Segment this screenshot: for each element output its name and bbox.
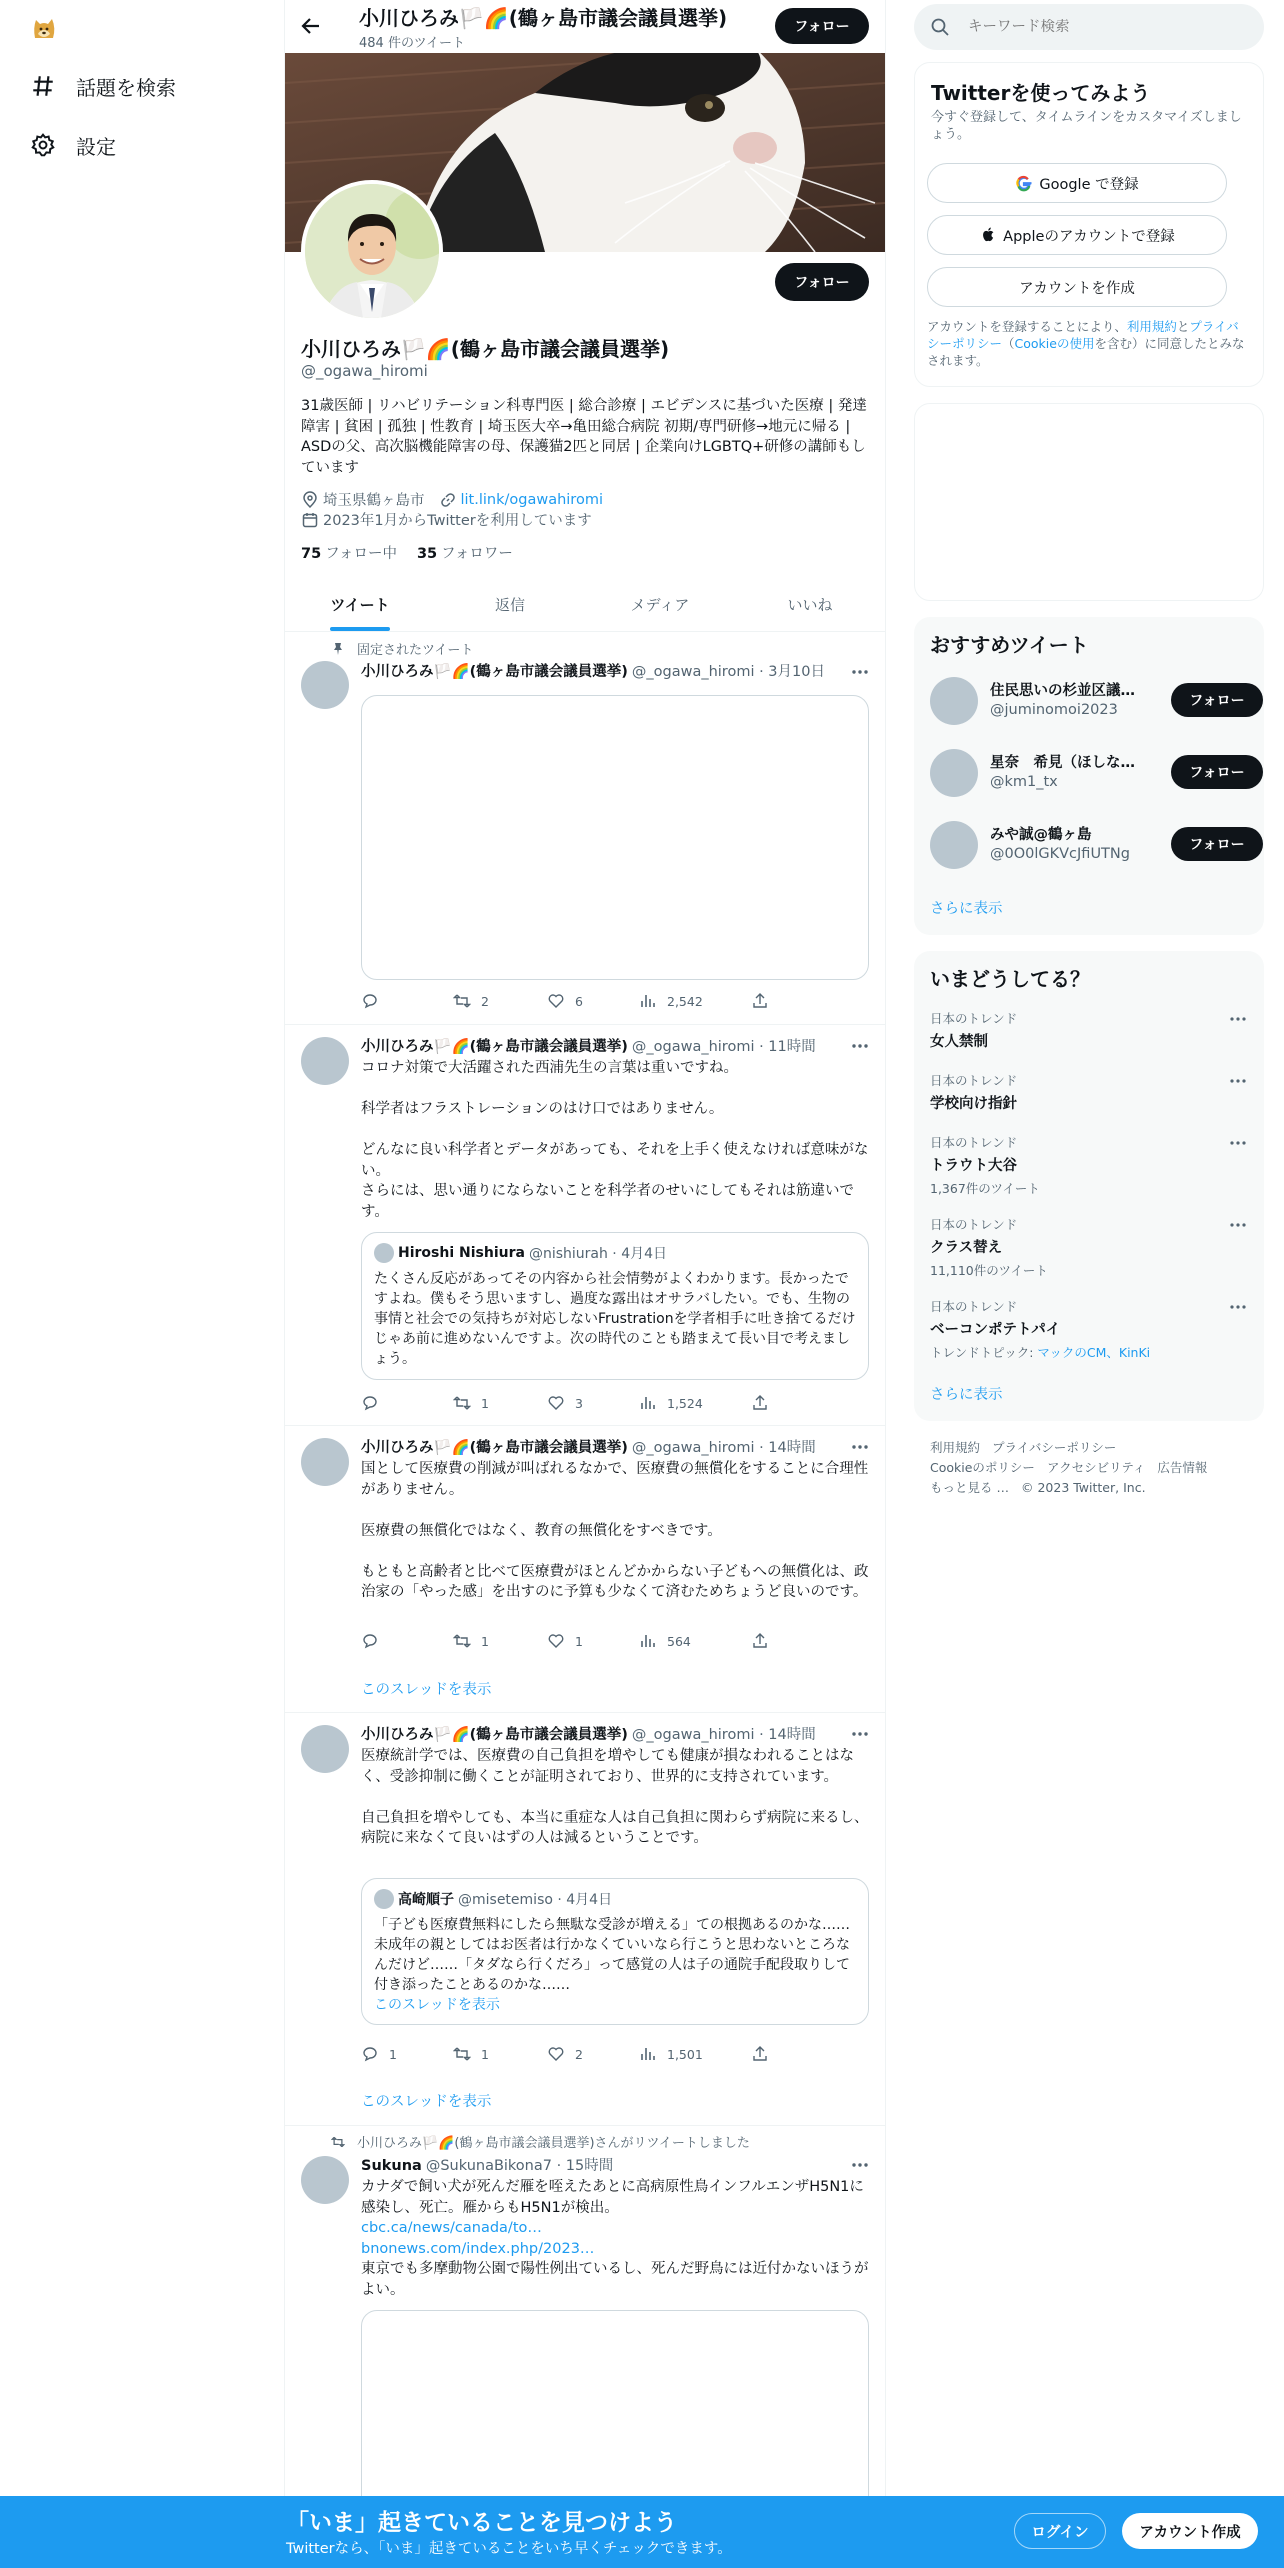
recommended-name: 星奈 希見（ほしな… bbox=[990, 755, 1135, 771]
views-chart-icon bbox=[639, 1394, 657, 1412]
trend-item[interactable] bbox=[930, 1215, 1248, 1279]
link-icon bbox=[439, 491, 457, 509]
retweet-button[interactable] bbox=[453, 1394, 489, 1412]
privacy-link[interactable]: プライバシーポリシー bbox=[927, 319, 1239, 351]
create-account-button[interactable]: アカウントを作成 bbox=[927, 267, 1227, 307]
like-button[interactable] bbox=[547, 2045, 583, 2063]
footer-more-link[interactable]: もっと見る … bbox=[930, 1480, 1009, 1495]
share-button[interactable] bbox=[751, 1394, 779, 1412]
reply-icon bbox=[361, 1394, 379, 1412]
tab-likes[interactable]: いいね bbox=[787, 596, 833, 614]
tweet-avatar[interactable] bbox=[301, 1725, 349, 1773]
bottombar-title: 「いま」起きていることを見つけよう bbox=[286, 2510, 677, 2536]
quote-text: たくさん反応があってその内容から社会情勢がよくわかります。長かったですよね。僕もそう思いますし、過度な露出はオサラバしたい。でも、生物の事情と社会での気持ちが対応しないFrustrationを学者相手に吐き捨てるだけじゃあ前に進めないんですよ。次の時代のことも踏まえて長い目で考えましょう。 bbox=[374, 1271, 856, 1367]
nav-explore-label: 話題を検索 bbox=[76, 75, 176, 100]
views-count: 1,501 bbox=[667, 2046, 703, 2062]
tweet-actions bbox=[361, 1394, 791, 1414]
tweet-text: コロナ対策で大活躍された西浦先生の言葉は重いですね。 科学者はフラストレーションのはけ口ではありません。 どんなに良い科学者とデータがあっても、それを上手く使えなければ意味がない。 さらには、思い通りにならないことを科学者のせいにしてもそれは筋違いです。 bbox=[361, 1060, 869, 1220]
tweet-author-name[interactable]: 小川ひろみ🏳️🌈(鶴ヶ島市議会議員選挙) bbox=[361, 664, 628, 680]
views-button[interactable] bbox=[639, 2045, 703, 2063]
views-count: 2,542 bbox=[667, 993, 703, 1009]
recommended-item[interactable] bbox=[930, 815, 1248, 875]
trend-item[interactable] bbox=[930, 1071, 1248, 1113]
trend-item[interactable] bbox=[930, 1009, 1248, 1051]
quote-handle-time: @misetemiso · 4月4日 bbox=[458, 1892, 613, 1908]
share-icon bbox=[751, 1394, 769, 1412]
like-button[interactable] bbox=[547, 1394, 583, 1412]
terms-link[interactable]: 利用規約 bbox=[1126, 319, 1177, 334]
recommended-item[interactable] bbox=[930, 743, 1248, 803]
trend-category: 日本のトレンド bbox=[930, 1073, 1018, 1088]
tweet-actions bbox=[361, 1632, 791, 1652]
trends-card bbox=[914, 951, 1264, 1421]
trend-title: ベーコンポテトパイ bbox=[930, 1322, 1061, 1338]
trend-title: クラス替え bbox=[930, 1240, 1003, 1256]
reply-button[interactable] bbox=[361, 992, 389, 1010]
views-chart-icon bbox=[639, 1632, 657, 1650]
profile-topbar bbox=[285, 0, 885, 53]
tweet-text-2: 東京でも多摩動物公園で陽性例出ているし、死んだ野鳥には近付かないほうがよい。 bbox=[361, 2261, 869, 2298]
cookie-link[interactable]: Cookieの使用 bbox=[1014, 336, 1095, 351]
footer-links bbox=[930, 1438, 1260, 1498]
trend-category: 日本のトレンド bbox=[930, 1135, 1018, 1150]
search-bar[interactable] bbox=[914, 4, 1264, 50]
quote-avatar bbox=[374, 1243, 394, 1263]
recommended-follow-button[interactable]: フォロー bbox=[1171, 827, 1263, 861]
share-button[interactable] bbox=[751, 1632, 779, 1650]
heart-icon bbox=[547, 992, 565, 1010]
followers-label: フォロワー bbox=[441, 546, 513, 562]
footer-accessibility-link[interactable]: アクセシビリティ bbox=[1046, 1460, 1146, 1475]
apple-signup-label: Appleのアカウントで登録 bbox=[1003, 228, 1175, 245]
like-button[interactable] bbox=[547, 992, 583, 1010]
like-count: 1 bbox=[575, 1633, 583, 1649]
trend-item[interactable] bbox=[930, 1133, 1248, 1197]
reply-icon bbox=[361, 1632, 379, 1650]
trend-category: 日本のトレンド bbox=[930, 1217, 1018, 1232]
quote-author-name: 高崎順子 bbox=[398, 1892, 454, 1908]
tweet-text: カナダで飼い犬が死んだ雁を咥えたあとに高病原性鳥インフルエンザH5N1に感染し、死亡。雁からもH5N1が検出。 bbox=[361, 2179, 864, 2216]
quote-header bbox=[374, 1889, 612, 1909]
recommended-card bbox=[914, 617, 1264, 935]
retweeted-by-label[interactable]: 小川ひろみ🏳️🌈(鶴ヶ島市議会議員選挙)さんがリツイートしました bbox=[357, 2136, 750, 2151]
footer-cookie-link[interactable]: Cookieのポリシー bbox=[930, 1460, 1035, 1475]
like-count: 3 bbox=[575, 1395, 583, 1411]
nav-explore[interactable] bbox=[30, 62, 176, 110]
more-options-icon[interactable] bbox=[849, 2154, 871, 2176]
retweet-count: 1 bbox=[481, 1395, 489, 1411]
trend-tweet-count: 1,367件のツイート bbox=[930, 1181, 1040, 1196]
trend-title: 女人禁制 bbox=[930, 1034, 988, 1050]
retweet-icon bbox=[453, 2045, 471, 2063]
trend-title: トラウト大谷 bbox=[930, 1158, 1017, 1174]
tab-replies[interactable]: 返信 bbox=[494, 596, 525, 614]
followers-count: 35 bbox=[416, 546, 438, 562]
tweet-author-name[interactable]: 小川ひろみ🏳️🌈(鶴ヶ島市議会議員選挙) bbox=[361, 1039, 628, 1055]
footer-ads-link[interactable]: 広告情報 bbox=[1157, 1460, 1208, 1475]
bottombar-subtitle: Twitterなら、「いま」起きていることをいち早くチェックできます。 bbox=[286, 2541, 732, 2557]
tweet-header bbox=[361, 1436, 816, 1457]
tweet-actions bbox=[361, 2045, 791, 2065]
trend-title: 学校向け指針 bbox=[930, 1096, 1017, 1112]
tweet-handle-time[interactable]: @_ogawa_hiromi · 14時間 bbox=[631, 1440, 816, 1456]
legal-paren-open: （ bbox=[1002, 336, 1015, 351]
share-icon bbox=[751, 1632, 769, 1650]
tweet-avatar[interactable] bbox=[301, 1037, 349, 1085]
quote-header bbox=[374, 1243, 667, 1263]
views-chart-icon bbox=[639, 2045, 657, 2063]
profile-name: 小川ひろみ🏳️🌈(鶴ヶ島市議会議員選挙) bbox=[301, 337, 670, 361]
tweet-item[interactable] bbox=[285, 633, 885, 1025]
tweet-handle-time[interactable]: @SukunaBikona7 · 15時間 bbox=[425, 2158, 614, 2174]
apple-signup-button[interactable] bbox=[927, 215, 1227, 255]
share-icon bbox=[751, 2045, 769, 2063]
recommended-follow-button[interactable]: フォロー bbox=[1171, 755, 1263, 789]
views-chart-icon bbox=[639, 992, 657, 1010]
retweet-icon bbox=[453, 992, 471, 1010]
profile-follow-stats bbox=[301, 542, 513, 563]
retweet-count: 2 bbox=[481, 993, 489, 1009]
more-options-icon[interactable] bbox=[849, 1723, 871, 1745]
avatar bbox=[930, 677, 978, 725]
more-options-icon[interactable] bbox=[849, 1436, 871, 1458]
heart-icon bbox=[547, 2045, 565, 2063]
tweet-item[interactable] bbox=[285, 1025, 885, 1426]
google-signup-label: Google で登録 bbox=[1039, 176, 1139, 193]
signup-card-subtitle: 今すぐ登録して、タイムラインをカスタマイズしましょう。 bbox=[931, 110, 1242, 142]
more-options-icon[interactable] bbox=[1228, 1009, 1248, 1029]
retweet-icon bbox=[453, 1394, 471, 1412]
pin-icon bbox=[331, 642, 345, 656]
hashtag-icon bbox=[30, 73, 56, 99]
retweet-button[interactable] bbox=[453, 992, 489, 1010]
profile-link[interactable]: lit.link/ogawahiromi bbox=[460, 491, 603, 508]
tab-media[interactable]: メディア bbox=[630, 596, 690, 614]
footer-terms-link[interactable]: 利用規約 bbox=[930, 1440, 981, 1455]
tweet-avatar[interactable] bbox=[301, 2156, 349, 2204]
more-options-icon[interactable] bbox=[1228, 1071, 1248, 1091]
profile-joined: 2023年1月からTwitterを利用しています bbox=[323, 513, 592, 529]
tweet-item[interactable] bbox=[285, 1426, 885, 1713]
quote-thread-link[interactable]: このスレッドを表示 bbox=[374, 1997, 500, 2013]
google-icon bbox=[1015, 174, 1033, 192]
avatar bbox=[930, 821, 978, 869]
doge-logo-icon[interactable] bbox=[30, 14, 58, 42]
left-nav bbox=[0, 0, 284, 2500]
search-icon bbox=[930, 17, 950, 37]
retweet-count: 1 bbox=[481, 1633, 489, 1649]
profile-joined-row bbox=[301, 509, 592, 530]
followers-stat[interactable] bbox=[417, 542, 513, 563]
views-count: 1,524 bbox=[667, 1395, 703, 1411]
tweet-header bbox=[361, 660, 825, 681]
reply-icon bbox=[361, 992, 379, 1010]
legal-prefix: アカウントを登録することにより、 bbox=[927, 319, 1127, 334]
quote-author-name: Hiroshi Nishiura bbox=[398, 1245, 525, 1261]
legal-suffix: を含む）に同意したとみなされます。 bbox=[927, 336, 1245, 368]
trends-show-more[interactable]: さらに表示 bbox=[930, 1387, 1003, 1403]
search-input[interactable] bbox=[968, 19, 1228, 35]
retweet-icon bbox=[331, 2135, 345, 2149]
recommended-show-more[interactable]: さらに表示 bbox=[930, 901, 1003, 917]
empty-panel bbox=[914, 403, 1264, 601]
like-count: 6 bbox=[575, 993, 583, 1009]
tweet-header bbox=[361, 2154, 613, 2175]
back-arrow-icon[interactable] bbox=[299, 14, 323, 38]
tab-tweets[interactable]: ツイート bbox=[285, 578, 435, 631]
tweet-header bbox=[361, 1035, 816, 1056]
legal-and: と bbox=[1176, 319, 1190, 334]
tweet-media[interactable] bbox=[361, 2310, 869, 2500]
profile-meta-row bbox=[301, 489, 603, 510]
show-thread-link[interactable]: このスレッドを表示 bbox=[361, 2094, 492, 2110]
calendar-icon bbox=[301, 511, 319, 529]
tweet-link-1[interactable]: cbc.ca/news/canada/to… bbox=[361, 2220, 542, 2236]
recommended-handle: @juminomoi2023 bbox=[990, 702, 1118, 718]
tweet-handle-time[interactable]: @_ogawa_hiromi · 14時間 bbox=[631, 1727, 816, 1743]
tweet-text: 医療統計学では、医療費の自己負担を増やしても健康が損なわれることはなく、受診抑制に働くことが証明されており、世界的に支持されています。 自己負担を増やしても、本当に重症な人は自己負担に関わらず病院に来るし、病院に来なくて良いはずの人は減るということです。 bbox=[361, 1748, 869, 1846]
more-options-icon[interactable] bbox=[1228, 1297, 1248, 1317]
trend-tweet-count: 11,110件のツイート bbox=[930, 1263, 1048, 1278]
more-options-icon[interactable] bbox=[1228, 1133, 1248, 1153]
tweet-header bbox=[361, 1723, 816, 1744]
views-button[interactable] bbox=[639, 1394, 703, 1412]
avatar bbox=[930, 749, 978, 797]
share-button[interactable] bbox=[751, 2045, 779, 2063]
signup-button[interactable]: アカウント作成 bbox=[1122, 2513, 1258, 2549]
retweet-icon bbox=[453, 1632, 471, 1650]
trend-topic-links[interactable]: マックのCM、KinKi bbox=[1037, 1345, 1151, 1360]
views-button[interactable] bbox=[639, 1632, 691, 1650]
tweet-item[interactable] bbox=[285, 2126, 885, 2500]
like-button[interactable] bbox=[547, 1632, 583, 1650]
tweet-actions bbox=[361, 992, 791, 1012]
tweet-item[interactable] bbox=[285, 1713, 885, 2126]
trend-category: 日本のトレンド bbox=[930, 1011, 1018, 1026]
following-count: 75 bbox=[301, 546, 322, 562]
recommended-follow-button[interactable]: フォロー bbox=[1171, 683, 1263, 717]
footer-copyright: © 2023 Twitter, Inc. bbox=[1020, 1480, 1146, 1495]
signup-card bbox=[914, 62, 1264, 387]
apple-icon bbox=[979, 226, 997, 244]
profile-tabs bbox=[285, 578, 885, 632]
tweet-link-2[interactable]: bnonews.com/index.php/2023… bbox=[361, 2241, 595, 2257]
more-options-icon[interactable] bbox=[1228, 1215, 1248, 1235]
retweeted-by-row bbox=[331, 2132, 750, 2151]
profile-follow-button[interactable]: フォロー bbox=[775, 263, 869, 301]
quote-handle-time: @nishiurah · 4月4日 bbox=[528, 1246, 668, 1262]
signup-legal-text bbox=[927, 318, 1247, 369]
share-button[interactable] bbox=[751, 992, 779, 1010]
nav-settings-label: 設定 bbox=[76, 134, 116, 159]
tweet-avatar[interactable] bbox=[301, 661, 349, 709]
quoted-tweet[interactable] bbox=[361, 1878, 869, 2025]
quoted-tweet[interactable] bbox=[361, 1232, 869, 1380]
main-column bbox=[284, 0, 886, 2500]
topbar-follow-button[interactable]: フォロー bbox=[775, 8, 869, 44]
views-count: 564 bbox=[667, 1633, 691, 1649]
trend-topic-prefix: トレンドトピック: bbox=[930, 1345, 1038, 1360]
trend-topic-row bbox=[930, 1343, 1248, 1361]
tweet-text: 国として医療費の削減が叫ばれるなかで、医療費の無償化をすることに合理性がありません。 医療費の無償化ではなく、教育の無償化をすべきです。 もともと高齢者と比べて医療費がほとんどかからない子どもへの無償化は、政治家の「やった感」を出すのに予算も少なくて済むためちょうど良いのです。 bbox=[361, 1461, 869, 1600]
profile-bio: 31歳医師 | リハビリテーション科専門医 | 総合診療 | エビデンスに基づいた医療 | 発達障害 | 貧困 | 孤独 | 性教育 | 埼玉医大卒→亀田総合病院 初期/専門研修→地元に帰る | ASDの父、高次脳機能障害の母、保護猫2匹と同居 | 企業向けLGBTQ+研修の講師もしています bbox=[301, 398, 867, 476]
trends-title: いまどうしてる？ bbox=[930, 967, 1090, 991]
tweet-author-name[interactable]: 小川ひろみ🏳️🌈(鶴ヶ島市議会議員選挙) bbox=[361, 1727, 628, 1743]
topbar-name: 小川ひろみ🏳️🌈(鶴ヶ島市議会議員選挙) bbox=[359, 6, 728, 30]
tweet-handle-time[interactable]: @_ogawa_hiromi · 3月10日 bbox=[631, 664, 825, 680]
tweet-author-name[interactable]: Sukuna bbox=[361, 2158, 422, 2174]
reply-count: 1 bbox=[389, 2046, 397, 2062]
recommended-name: 住民思いの杉並区議… bbox=[990, 683, 1135, 699]
recommended-title: おすすめツイート bbox=[930, 633, 1089, 657]
quote-text: 「子ども医療費無料にしたら無駄な受診が増える」ての根拠あるのかな……未成年の親としてはお医者は行かなくていいなら行こうと思わないところなんだけど……「タダなら行くだろ」って感覚の人は子の通院手配段取りして付き添ったことあるのかな…… bbox=[374, 1917, 850, 1993]
google-signup-button[interactable] bbox=[927, 163, 1227, 203]
location-pin-icon bbox=[301, 491, 319, 509]
following-stat[interactable] bbox=[301, 542, 397, 563]
reply-icon bbox=[361, 2045, 379, 2063]
reply-button[interactable] bbox=[361, 1394, 389, 1412]
profile-location: 埼玉県鶴ヶ島市 bbox=[323, 493, 425, 509]
tweet-avatar[interactable] bbox=[301, 1438, 349, 1486]
recommended-name: みや誠@鶴ヶ島 bbox=[990, 827, 1092, 843]
retweet-button[interactable] bbox=[453, 2045, 489, 2063]
views-button[interactable] bbox=[639, 992, 703, 1010]
heart-icon bbox=[547, 1632, 565, 1650]
like-count: 2 bbox=[575, 2046, 583, 2062]
footer-privacy-link[interactable]: プライバシーポリシー bbox=[992, 1440, 1117, 1455]
login-button[interactable]: ログイン bbox=[1014, 2513, 1106, 2549]
login-prompt-bar bbox=[0, 2496, 1284, 2568]
heart-icon bbox=[547, 1394, 565, 1412]
retweet-count: 1 bbox=[481, 2046, 489, 2062]
recommended-item[interactable] bbox=[930, 671, 1248, 731]
more-options-icon[interactable] bbox=[849, 1035, 871, 1057]
trend-category: 日本のトレンド bbox=[930, 1299, 1018, 1314]
recommended-handle: @0O0lGKVcJfiUTNg bbox=[990, 846, 1130, 862]
reply-button[interactable] bbox=[361, 1632, 389, 1650]
reply-button[interactable] bbox=[361, 2045, 397, 2063]
topbar-tweet-count: 484 件のツイート bbox=[359, 36, 466, 51]
show-thread-link[interactable]: このスレッドを表示 bbox=[361, 1682, 492, 1698]
signup-card-title: Twitterを使ってみよう bbox=[931, 81, 1151, 105]
profile-handle: @_ogawa_hiromi bbox=[301, 362, 428, 380]
tweet-handle-time[interactable]: @_ogawa_hiromi · 11時間 bbox=[631, 1039, 816, 1055]
profile-avatar[interactable] bbox=[301, 180, 443, 322]
retweet-button[interactable] bbox=[453, 1632, 489, 1650]
nav-settings[interactable] bbox=[30, 121, 116, 169]
tweet-author-name[interactable]: 小川ひろみ🏳️🌈(鶴ヶ島市議会議員選挙) bbox=[361, 1440, 628, 1456]
gear-icon bbox=[30, 132, 56, 158]
following-label: フォロー中 bbox=[325, 546, 397, 562]
tweet-media[interactable] bbox=[361, 695, 869, 980]
quote-avatar bbox=[374, 1889, 394, 1909]
recommended-handle: @km1_tx bbox=[990, 774, 1058, 790]
pinned-label: 固定されたツイート bbox=[357, 643, 474, 658]
share-icon bbox=[751, 992, 769, 1010]
pinned-label-row bbox=[331, 639, 473, 658]
trend-item[interactable] bbox=[930, 1297, 1248, 1361]
more-options-icon[interactable] bbox=[849, 661, 871, 683]
